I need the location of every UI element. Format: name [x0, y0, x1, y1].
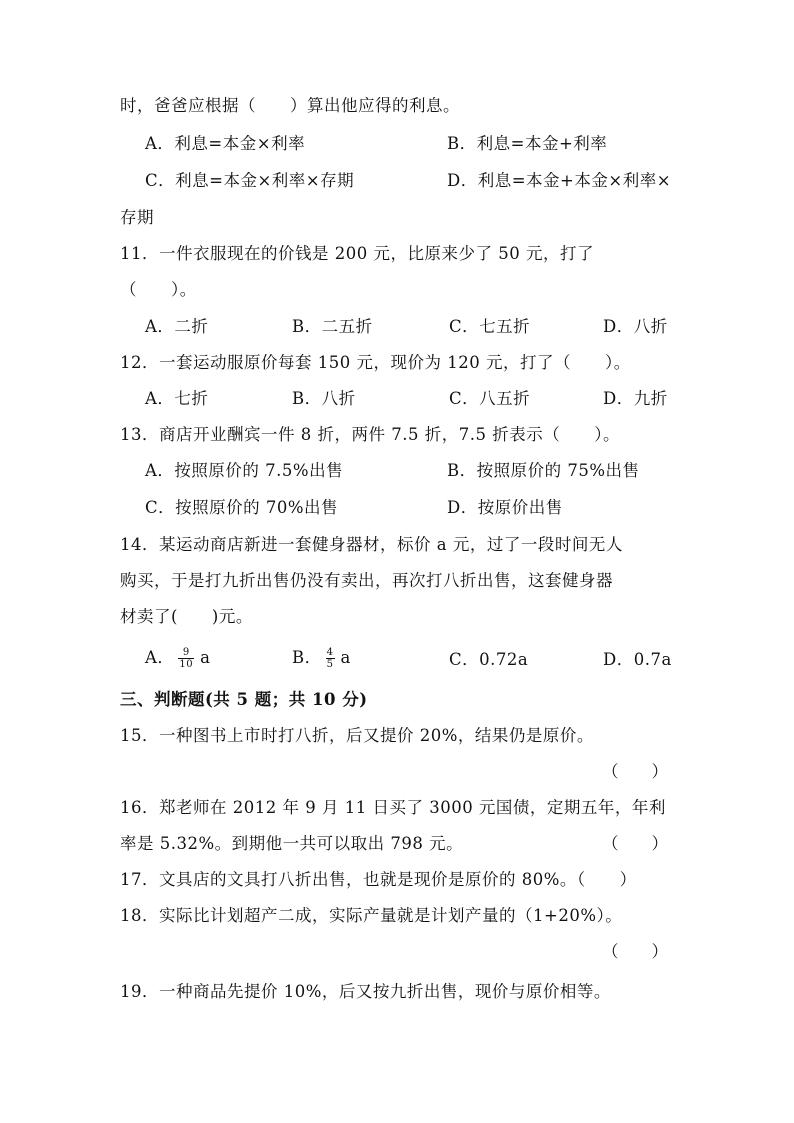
q12-option-a: A．七折: [145, 389, 209, 408]
q16-answer-paren: （ ）: [602, 834, 668, 853]
q14-option-a-label: A．: [145, 648, 175, 667]
q16-stem-line1: 16．郑老师在 2012 年 9 月 11 日买了 3000 元国债，定期五年，年利: [120, 798, 666, 817]
q13-option-a: A．按照原价的 7.5%出售: [145, 461, 344, 480]
q10-option-a: A．利息=本金×利率: [145, 134, 306, 153]
q14-option-d: D．0.7a: [603, 650, 672, 669]
q11-option-a: A．二折: [145, 317, 209, 336]
q10-option-c: C．利息=本金×利率×存期: [145, 171, 355, 190]
q13-stem: 13．商店开业酬宾一件 8 折，两件 7.5 折，7.5 折表示（ ）。: [120, 425, 620, 444]
q11-option-c: C．七五折: [449, 317, 531, 336]
q19-stem: 19．一种商品先提价 10%，后又按九折出售，现价与原价相等。: [120, 982, 611, 1001]
q14-option-b-numerator: 4: [326, 647, 334, 658]
q15-stem: 15．一种图书上市时打八折，后又提价 20%，结果仍是原价。: [120, 726, 594, 745]
q10-option-d: D．利息=本金+本金×利率×: [447, 171, 672, 190]
q11-option-d: D．八折: [603, 317, 668, 336]
q14-stem-line2: 购买，于是打九折出售仍没有卖出，再次打八折出售，这套健身器: [120, 571, 613, 590]
q11-stem: 11．一件衣服现在的价钱是 200 元，比原来少了 50 元，打了: [120, 244, 594, 263]
q12-option-b: B．八折: [292, 389, 356, 408]
q14-stem-line3: 材卖了( )元。: [120, 607, 253, 626]
q13-option-b: B．按照原价的 75%出售: [447, 461, 640, 480]
q14-option-b-denominator: 5: [326, 659, 334, 670]
q14-option-b-variable: a: [340, 648, 351, 667]
q14-stem-line1: 14．某运动商店新进一套健身器材，标价 a 元，过了一段时间无人: [120, 535, 623, 554]
q14-option-a-variable: a: [200, 648, 211, 667]
q14-option-a-denominator: 10: [179, 659, 194, 670]
q13-option-c: C．按照原价的 70%出售: [145, 498, 339, 517]
q10-tail: 时，爸爸应根据（ ）算出他应得的利息。: [120, 96, 460, 115]
section-3-heading: 三、判断题(共 5 题；共 10 分): [120, 690, 368, 709]
q14-option-b: [292, 647, 351, 670]
q11-blank: （ ）。: [120, 280, 197, 299]
q14-option-a-numerator: 9: [178, 647, 194, 659]
q13-option-d: D．按原价出售: [447, 498, 563, 517]
q10-option-b: B．利息=本金+利率: [447, 134, 608, 153]
q12-option-d: D．九折: [603, 389, 668, 408]
q12-stem: 12．一套运动服原价每套 150 元，现价为 120 元，打了（ ）。: [120, 353, 631, 372]
q18-stem: 18．实际比计划超产二成，实际产量就是计划产量的（1+20%）。: [120, 906, 623, 925]
q14-option-c: C．0.72a: [449, 650, 529, 669]
q14-option-a-fraction: [178, 647, 194, 670]
q11-option-b: B．二五折: [292, 317, 373, 336]
q14-option-b-label: B．: [292, 648, 322, 667]
q17-stem: 17．文具店的文具打八折出售，也就是现价是原价的 80%。（ ）: [120, 870, 637, 889]
q14-option-a: [145, 647, 211, 670]
q16-stem-line2: 率是 5.32%。到期他一共可以取出 798 元。: [120, 834, 464, 853]
q15-answer-paren: （ ）: [602, 762, 668, 781]
q18-answer-paren: （ ）: [602, 942, 668, 961]
q14-option-b-fraction: [326, 647, 335, 670]
q10-option-d-wrap: 存期: [120, 208, 154, 227]
q12-option-c: C．八五折: [449, 389, 531, 408]
